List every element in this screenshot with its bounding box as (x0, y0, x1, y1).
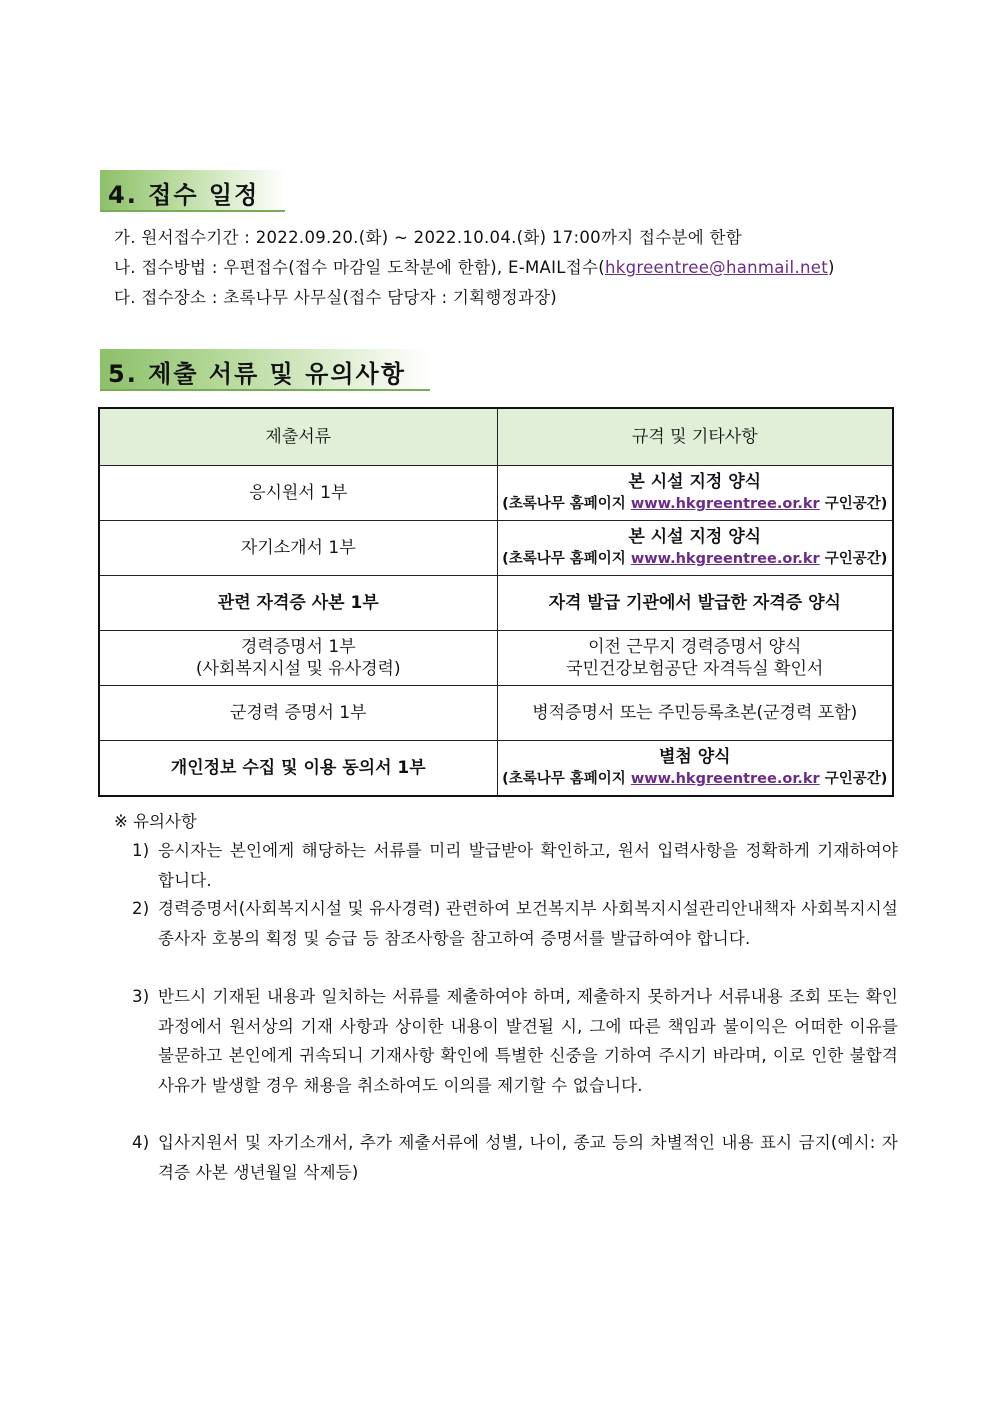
header-specs: 규격 및 기타사항 (497, 408, 893, 466)
homepage-link[interactable]: www.hkgreentree.or.kr (630, 771, 820, 787)
table-row (99, 576, 893, 631)
spec-sub-post: 구인공간) (819, 496, 888, 512)
doc-cell: 개인정보 수집 및 이용 동의서 1부 (99, 741, 497, 797)
method-close: ) (827, 258, 835, 277)
note-number: 4) (132, 1133, 150, 1152)
spec-text: 별첨 양식 (658, 747, 731, 767)
spec-cell: 병적증명서 또는 주민등록초본(군경력 포함) (497, 686, 893, 741)
spec-sub-pre: (초록나무 홈페이지 (502, 496, 631, 512)
spec-cell (497, 521, 893, 576)
doc-text-2: (사회복지시설 및 유사경력) (195, 659, 401, 679)
header-documents: 제출서류 (99, 408, 497, 466)
spec-sub-pre: (초록나무 홈페이지 (502, 771, 631, 787)
spec-sub-pre: (초록나무 홈페이지 (502, 551, 631, 567)
table-row (99, 521, 893, 576)
method-text: 나. 접수방법 : 우편접수(접수 마감일 도착분에 한함), E-MAIL접수( (114, 258, 605, 277)
note-number: 3) (132, 987, 150, 1006)
doc-text: 경력증명서 1부 (240, 637, 356, 657)
spec-subtext (502, 768, 889, 790)
doc-cell: 응시원서 1부 (99, 466, 497, 521)
documents-table (98, 407, 894, 797)
section4-heading (100, 170, 285, 212)
section4-item-period: 가. 원서접수기간 : 2022.09.20.(화) ~ 2022.10.04.(화) 17:00까지 접수분에 한함 (114, 228, 742, 247)
note-number: 1) (132, 841, 150, 860)
doc-cell (99, 631, 497, 686)
note-item (132, 894, 898, 953)
spec-text: 본 시설 지정 양식 (628, 527, 762, 547)
note-text: 응시자는 본인에게 해당하는 서류를 미리 발급받아 확인하고, 원서 입력사항을 정확하게 기재하여야 합니다. (158, 841, 898, 890)
spec-cell (497, 631, 893, 686)
notes-title: ※ 유의사항 (114, 812, 197, 831)
table-row (99, 741, 893, 797)
table-row (99, 686, 893, 741)
section5-title: 5. 제출 서류 및 유의사항 (108, 360, 406, 388)
spec-cell (497, 741, 893, 797)
note-number: 2) (132, 899, 150, 918)
spec-cell (497, 466, 893, 521)
spec-sub-post: 구인공간) (819, 551, 888, 567)
section5-heading (100, 349, 430, 391)
table-row (99, 631, 893, 686)
section4-item-method (114, 254, 835, 278)
spec-text: 이전 근무지 경력증명서 양식 (588, 637, 802, 657)
table-row (99, 466, 893, 521)
spec-text: 본 시설 지정 양식 (628, 472, 762, 492)
section4-item-place: 다. 접수장소 : 초록나무 사무실(접수 담당자 : 기획행정과장) (114, 288, 558, 307)
homepage-link[interactable]: www.hkgreentree.or.kr (630, 551, 820, 567)
spec-text-2: 국민건강보험공단 자격득실 확인서 (566, 659, 824, 679)
note-item (132, 836, 898, 895)
doc-cell: 군경력 증명서 1부 (99, 686, 497, 741)
table-header-row (99, 408, 893, 466)
spec-cell: 자격 발급 기관에서 발급한 자격증 양식 (497, 576, 893, 631)
spec-subtext (502, 548, 889, 570)
homepage-link[interactable]: www.hkgreentree.or.kr (630, 496, 820, 512)
note-item (132, 982, 898, 1100)
spec-subtext (502, 493, 889, 515)
doc-cell: 관련 자격증 사본 1부 (99, 576, 497, 631)
email-link[interactable]: hkgreentree@hanmail.net (605, 258, 828, 277)
spec-sub-post: 구인공간) (819, 771, 888, 787)
doc-cell: 자기소개서 1부 (99, 521, 497, 576)
section4-title: 4. 접수 일정 (108, 181, 260, 209)
note-text: 반드시 기재된 내용과 일치하는 서류를 제출하여야 하며, 제출하지 못하거나 서류내용 조회 또는 확인과정에서 원서상의 기재 사항과 상이한 내용이 발견될 시, 그에 따른 책임과 불이익은 어떠한 이유를 불문하고 본인에게 귀속되니 기재사항 확인에 특별한 신중을 기하여 주시기 바라며, 이로 인한 불합격 사유가 발생할 경우 채용을 취소하여도 이의를 제기할 수 없습니다. (158, 987, 898, 1095)
note-text: 입사지원서 및 자기소개서, 추가 제출서류에 성별, 나이, 종교 등의 차별적인 내용 표시 금지(예시: 자격증 사본 생년월일 삭제등) (158, 1133, 898, 1182)
note-item (132, 1128, 898, 1187)
note-text: 경력증명서(사회복지시설 및 유사경력) 관련하여 보건복지부 사회복지시설관리안내책자 사회복지시설 종사자 호봉의 획정 및 승급 등 참조사항을 참고하여 증명서를 발급하여야 합니다. (158, 899, 898, 948)
